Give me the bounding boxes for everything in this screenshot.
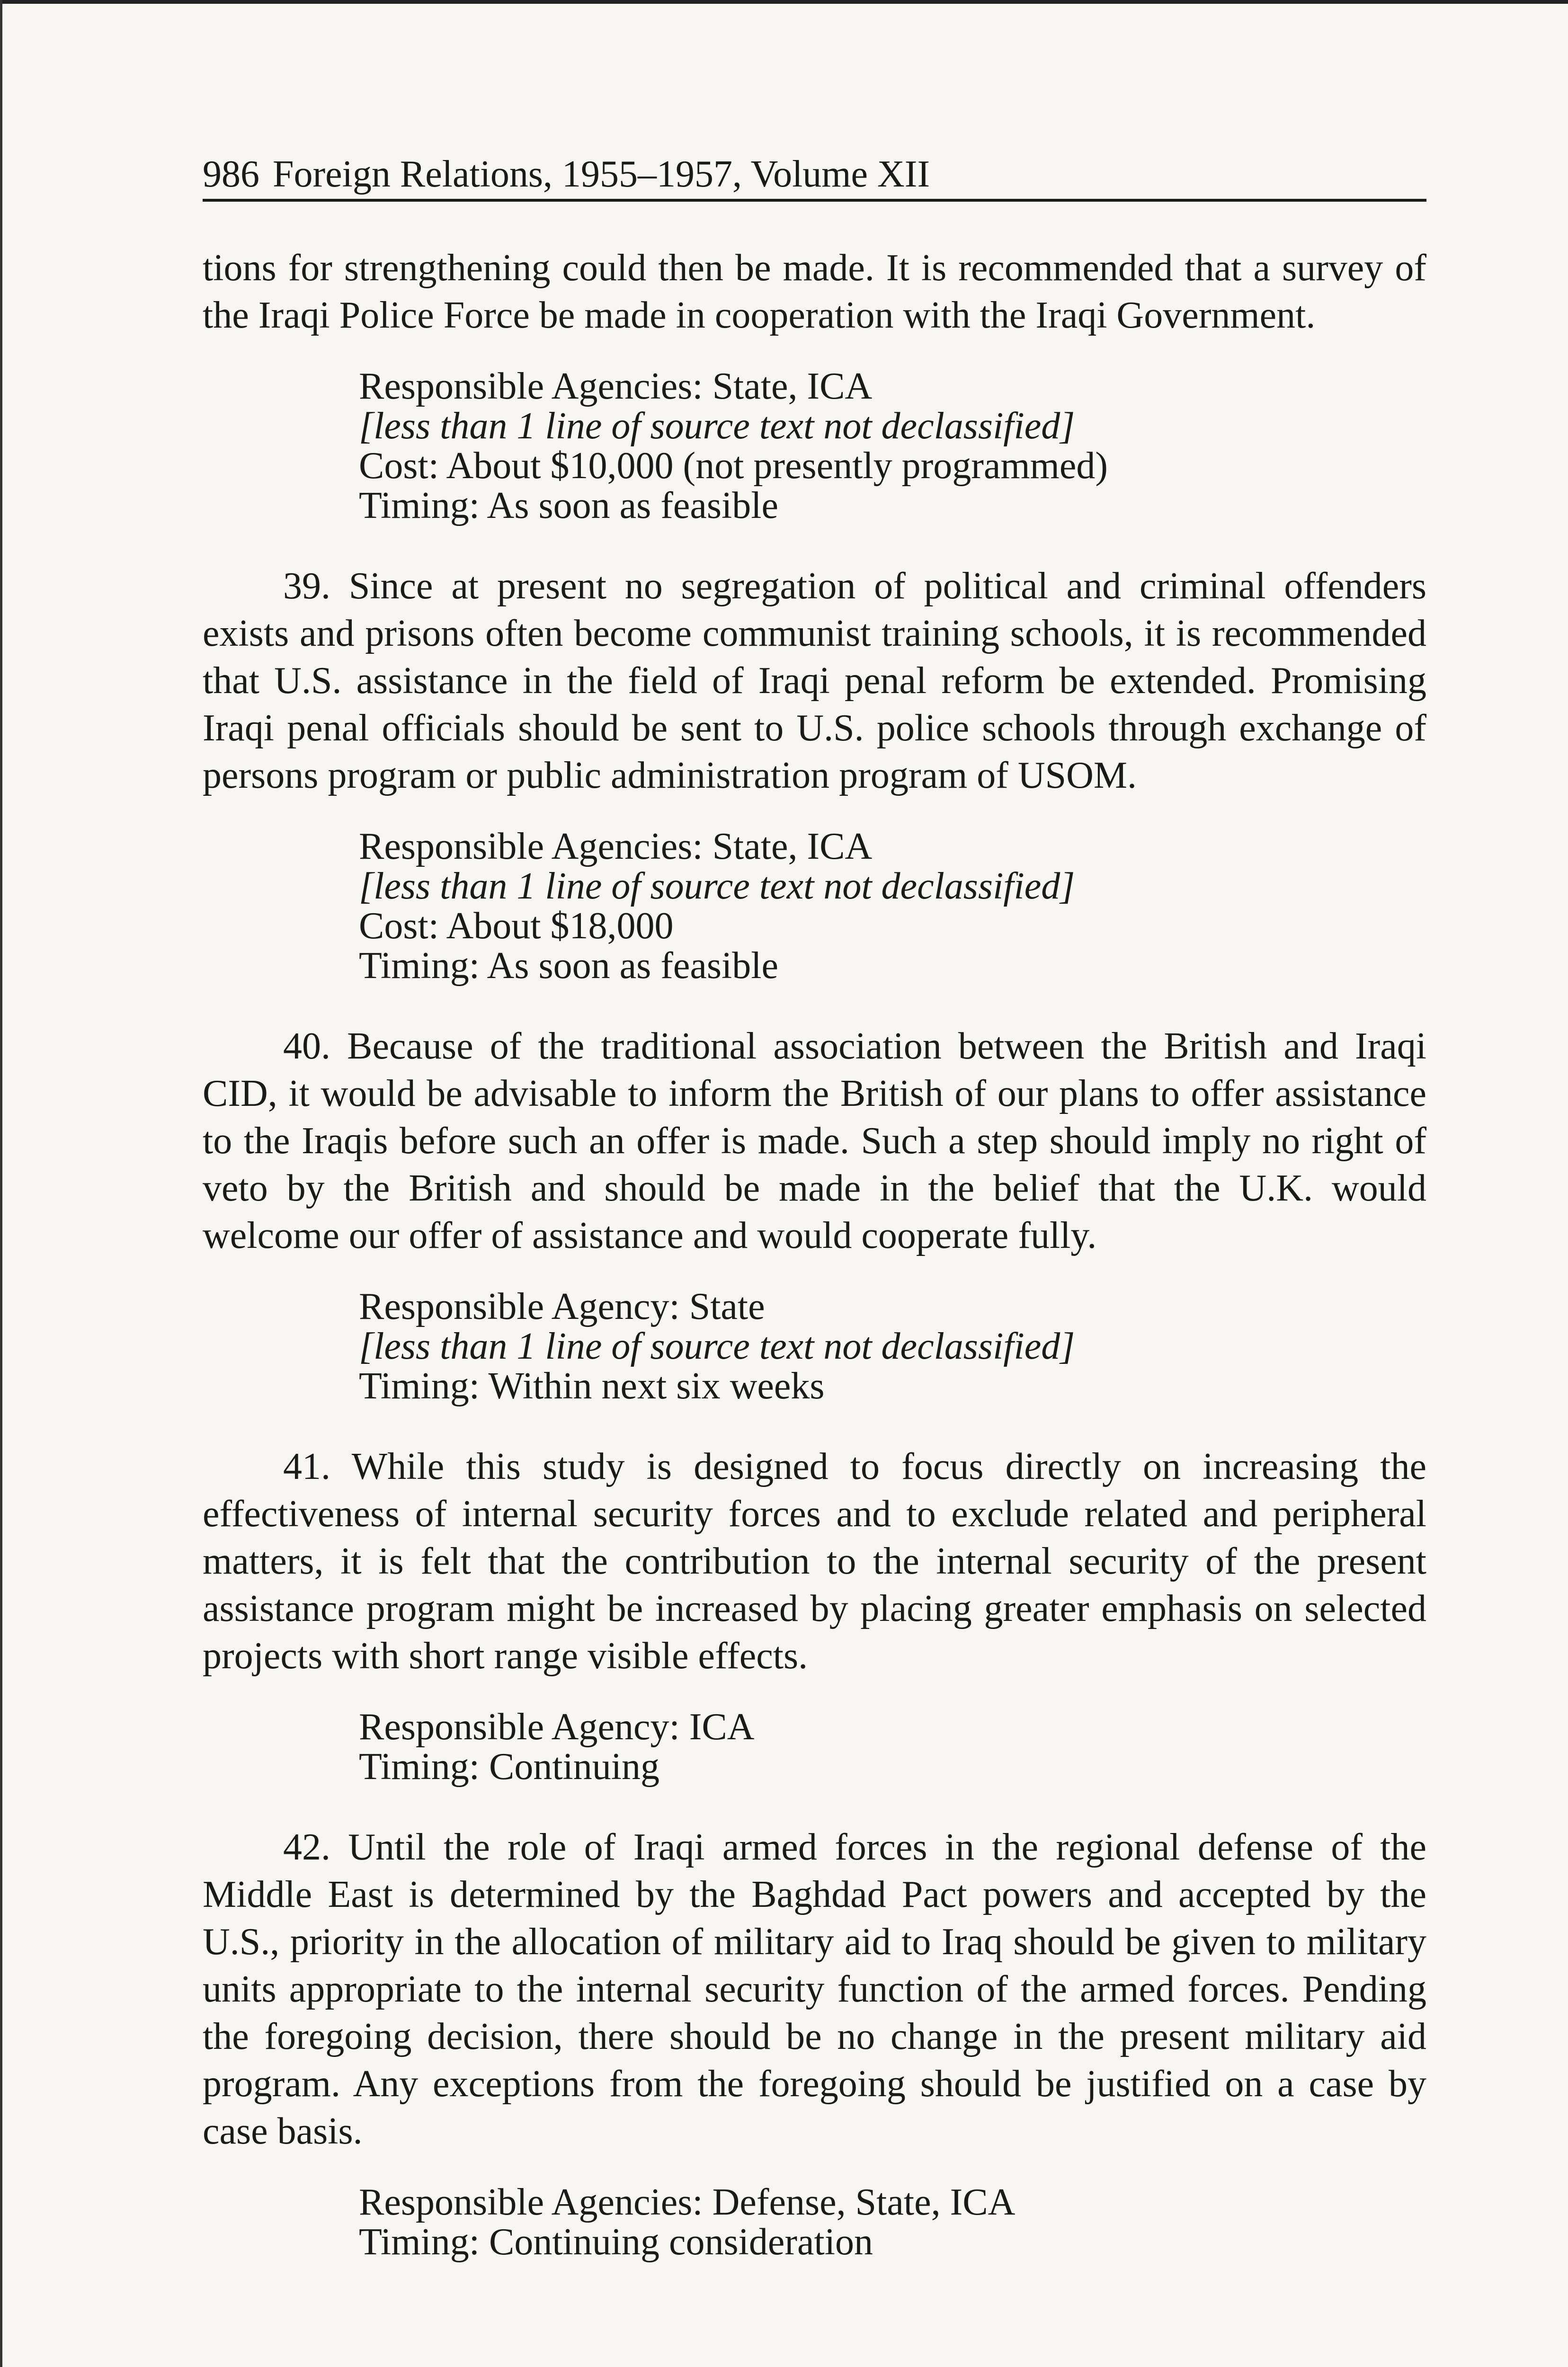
cost-line: Cost: About $18,000 bbox=[359, 905, 674, 947]
redaction-note: [less than 1 line of source text not declassified] bbox=[359, 865, 1075, 907]
paragraph-39: 39. Since at present no segregation of political and criminal offenders exists and prisons often become communist training schools, it is recommended that U.S. assistance in the field of Iraqi penal reform be extended. Promising Iraqi penal officials should be sent to U.S. police schools through exchange of persons program or public administration program of USOM. bbox=[203, 565, 1426, 796]
page-number: 986 bbox=[203, 153, 259, 195]
cost-line: Cost: About $10,000 (not presently programmed) bbox=[359, 445, 1108, 487]
responsibility-block bbox=[359, 2182, 1426, 2262]
volume-title: Foreign Relations, 1955–1957, Volume XII bbox=[273, 153, 930, 195]
redaction-note: [less than 1 line of source text not declassified] bbox=[359, 1326, 1075, 1367]
responsibility-block bbox=[359, 827, 1426, 986]
responsible-agency: Responsible Agency: ICA bbox=[359, 1706, 755, 1748]
timing-line: Timing: Within next six weeks bbox=[359, 1365, 825, 1407]
responsible-agencies: Responsible Agencies: State, ICA bbox=[359, 365, 873, 407]
responsibility-block bbox=[359, 366, 1426, 525]
paragraph-40: 40. Because of the traditional association between the British and Iraqi CID, it would be advisable to inform the British of our plans to offer assistance to the Iraqis before such an offer is made. Such a step should imply no right of veto by the British and should be made in the belief that the U.K. would welcome our offer of assistance and would cooperate fully. bbox=[203, 1025, 1426, 1256]
document-page bbox=[203, 151, 1426, 2299]
running-header bbox=[203, 151, 1426, 202]
paragraph-42: 42. Until the role of Iraqi armed forces in the regional defense of the Middle East is determined by the Baghdad Pact powers and accepted by the U.S., priority in the allocation of military aid to Iraq should be given to military units appropriate to the internal security function of the armed forces. Pending the foregoing decision, there should be no change in the present military aid program. Any exceptions from the foregoing should be justified on a case by case basis. bbox=[203, 1826, 1426, 2152]
responsibility-block bbox=[359, 1287, 1426, 1406]
responsible-agencies: Responsible Agencies: State, ICA bbox=[359, 826, 873, 867]
scan-edge-left bbox=[0, 0, 2, 2367]
scan-edge-top bbox=[0, 0, 1568, 4]
responsibility-block bbox=[359, 1707, 1426, 1787]
responsible-agency: Responsible Agency: State bbox=[359, 1286, 765, 1327]
timing-line: Timing: As soon as feasible bbox=[359, 945, 778, 987]
redaction-note: [less than 1 line of source text not declassified] bbox=[359, 405, 1075, 447]
timing-line: Timing: Continuing bbox=[359, 1746, 659, 1788]
paragraph-41: 41. While this study is designed to focus directly on increasing the effectiveness of internal security forces and to exclude related and peripheral matters, it is felt that the contribution to the internal security of the present assistance program might be increased by placing greater emphasis on selected projects with short range visible effects. bbox=[203, 1446, 1426, 1677]
timing-line: Timing: Continuing consideration bbox=[359, 2221, 873, 2263]
timing-line: Timing: As soon as feasible bbox=[359, 485, 778, 526]
responsible-agencies: Responsible Agencies: Defense, State, ICA bbox=[359, 2181, 1016, 2223]
paragraph-continuation: tions for strengthening could then be made. It is recommended that a survey of the Iraqi Police Force be made in cooperation with the Iraqi Government. bbox=[203, 247, 1426, 336]
